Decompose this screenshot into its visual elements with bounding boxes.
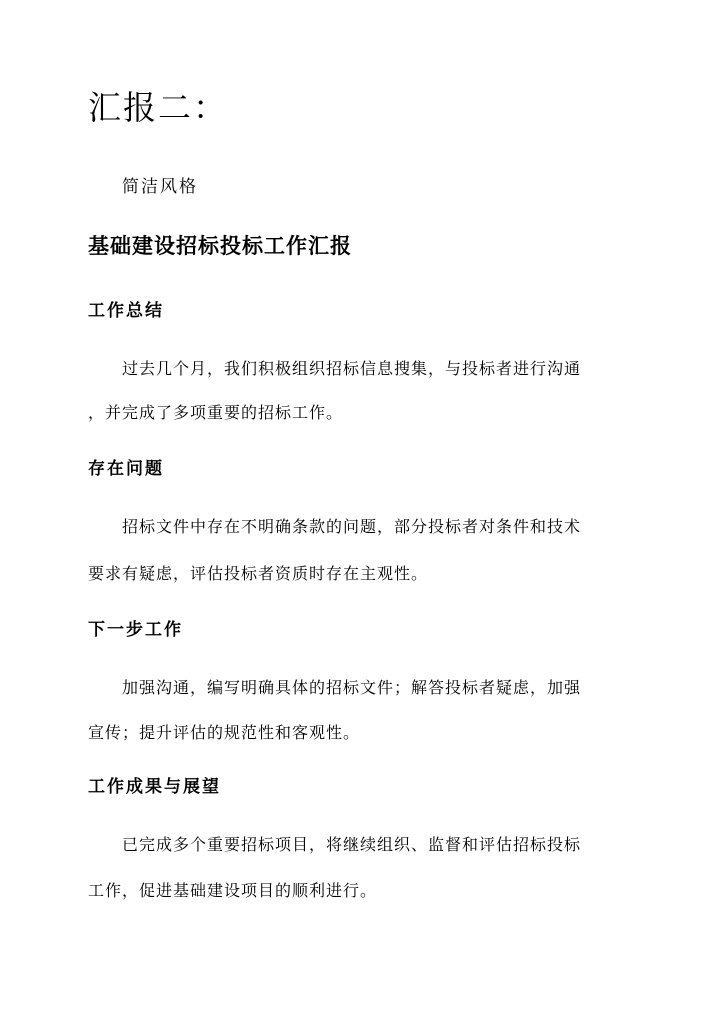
paragraph-line: ，并完成了多项重要的招标工作。 (88, 403, 344, 422)
paragraph-line: 宣传；提升评估的规范性和客观性。 (88, 723, 361, 742)
paragraph-line: 过去几个月，我们积极组织招标信息搜集，与投标者进行沟通 (122, 359, 582, 378)
section-heading-work-summary: 工作总结 (88, 301, 164, 321)
paragraph-line: 已完成多个重要招标项目，将继续组织、监督和评估招标投标 (122, 835, 582, 854)
section-heading-results-outlook: 工作成果与展望 (88, 777, 221, 797)
paragraph-line: 工作，促进基础建设项目的顺利进行。 (88, 881, 378, 900)
paragraph-line: 加强沟通，编写明确具体的招标文件；解答投标者疑虑，加强 (122, 678, 582, 697)
section-paragraph-problems (88, 514, 636, 584)
document-subtitle: 简洁风格 (122, 177, 198, 197)
section-heading-next-steps: 下一步工作 (88, 620, 183, 640)
report-title: 基础建设招标投标工作汇报 (88, 233, 352, 258)
paragraph-line: 招标文件中存在不明确条款的问题，部分投标者对条件和技术 (122, 517, 582, 536)
section-paragraph-results-outlook (88, 832, 636, 902)
section-paragraph-work-summary (88, 356, 636, 426)
section-heading-problems: 存在问题 (88, 459, 164, 479)
document-title: 汇报二： (88, 88, 228, 127)
paragraph-line: 要求有疑虑，评估投标者资质时存在主观性。 (88, 564, 429, 583)
section-paragraph-next-steps (88, 675, 636, 745)
